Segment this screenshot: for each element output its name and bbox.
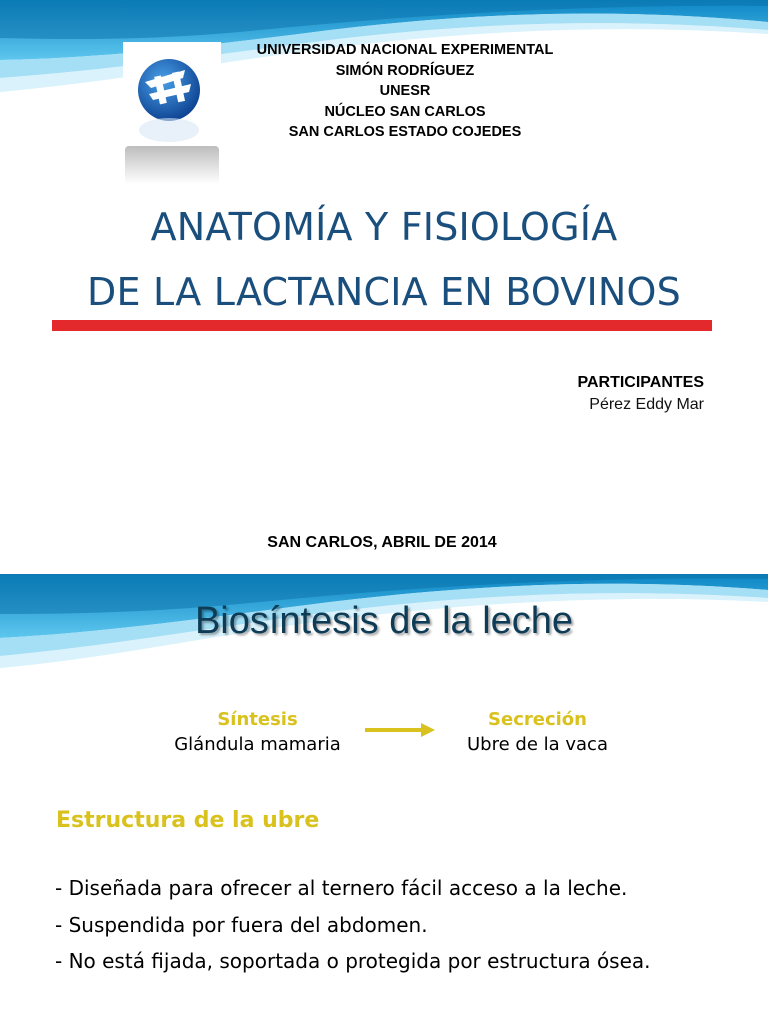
flow-step-secretion — [430, 708, 645, 758]
section-heading: Estructura de la ubre — [56, 808, 320, 833]
presentation-title-line-1: ANATOMÍA Y FISIOLOGÍA — [150, 205, 618, 249]
presentation-date: SAN CARLOS, ABRIL DE 2014 — [267, 534, 497, 551]
participants-label: PARTICIPANTES — [577, 374, 704, 391]
bullet-item: - No está fijada, soportada o protegida por estructura ósea. — [55, 949, 651, 973]
university-line: UNIVERSIDAD NACIONAL EXPERIMENTAL — [256, 42, 554, 58]
flow-step-heading: Secreción — [488, 709, 587, 730]
flow-step-detail: Ubre de la vaca — [467, 734, 608, 755]
university-line: SAN CARLOS ESTADO COJEDES — [288, 124, 522, 140]
participants-block — [577, 372, 704, 416]
bullet-list — [55, 870, 711, 980]
flow-step-detail: Glándula mamaria — [174, 734, 341, 755]
flow-step-synthesis — [145, 708, 370, 758]
university-line: NÚCLEO SAN CARLOS — [324, 103, 486, 120]
presentation-title-line-2: DE LA LACTANCIA EN BOVINOS — [87, 270, 681, 314]
university-line: SIMÓN RODRÍGUEZ — [335, 62, 475, 79]
arrow-right-icon — [363, 722, 437, 738]
bullet-item: - Suspendida por fuera del abdomen. — [55, 912, 428, 937]
university-header — [220, 40, 590, 143]
flow-step-heading: Síntesis — [217, 709, 298, 730]
slide-title: Biosíntesis de la leche — [194, 600, 574, 642]
university-line: UNESR — [379, 83, 431, 99]
participant-name: Pérez Eddy Mar — [589, 396, 704, 413]
title-underline-bar — [52, 320, 712, 331]
bullet-item: - Diseñada para ofrecer al ternero fácil acceso a la leche. — [55, 876, 628, 900]
content-slide — [0, 574, 768, 1024]
university-logo — [123, 42, 221, 184]
unesr-logo-icon — [123, 42, 221, 184]
